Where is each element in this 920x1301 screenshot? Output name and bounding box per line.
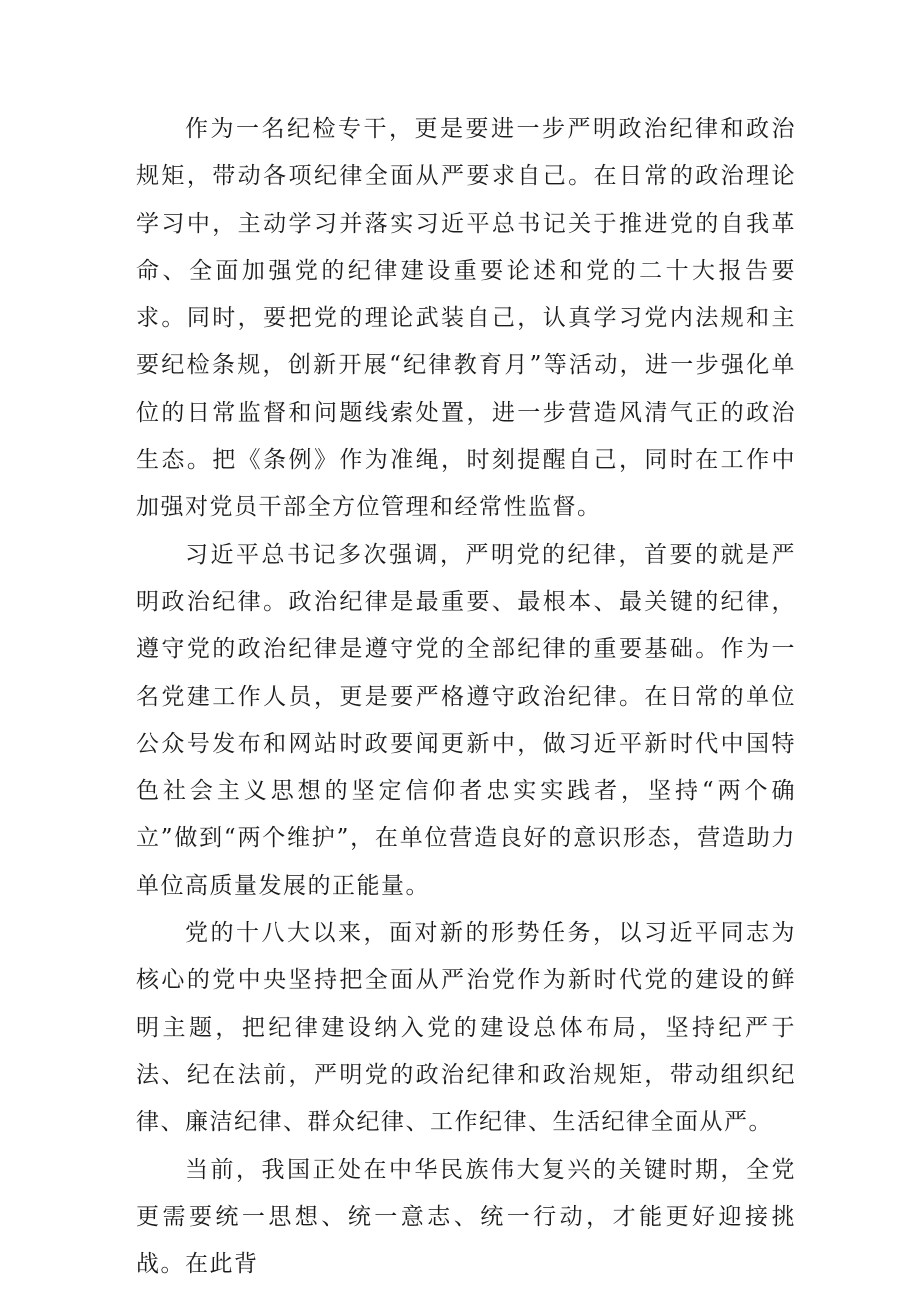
paragraph-1: 作为一名纪检专干，更是要进一步严明政治纪律和政治规矩，带动各项纪律全面从严要求自己。在日常的政治理论学习中，主动学习并落实习近平总书记关于推进党的自我革命、全面加强党的纪律建设重要论述和党的二十大报告要求。同时，要把党的理论武装自己，认真学习党内法规和主要纪检条规，创新开展“纪律教育月”等活动，进一步强化单位的日常监督和问题线索处置，进一步营造风清气正的政治生态。把《条例》作为准绳，时刻提醒自己，同时在工作中加强对党员干部全方位管理和经常性监督。 xyxy=(136,116,796,521)
paragraph-4: 当前，我国正处在中华民族伟大复兴的关键时期，全党更需要统一思想、统一意志、统一行动，才能更好迎接挑战。在此背 xyxy=(136,1156,796,1278)
document-body xyxy=(136,106,796,1288)
paragraph-2: 习近平总书记多次强调，严明党的纪律，首要的就是严明政治纪律。政治纪律是最重要、最根本、最关键的纪律，遵守党的政治纪律是遵守党的全部纪律的重要基础。作为一名党建工作人员，更是要严格遵守政治纪律。在日常的单位公众号发布和网站时政要闻更新中，做习近平新时代中国特色社会主义思想的坚定信仰者忠实实践者，坚持“两个确立”做到“两个维护”，在单位营造良好的意识形态，营造助力单位高质量发展的正能量。 xyxy=(136,541,796,899)
paragraph-3: 党的十八大以来，面对新的形势任务，以习近平同志为核心的党中央坚持把全面从严治党作为新时代党的建设的鲜明主题，把纪律建设纳入党的建设总体布局，坚持纪严于法、纪在法前，严明党的政治纪律和政治规矩，带动组织纪律、廉洁纪律、群众纪律、工作纪律、生活纪律全面从严。 xyxy=(136,920,796,1136)
